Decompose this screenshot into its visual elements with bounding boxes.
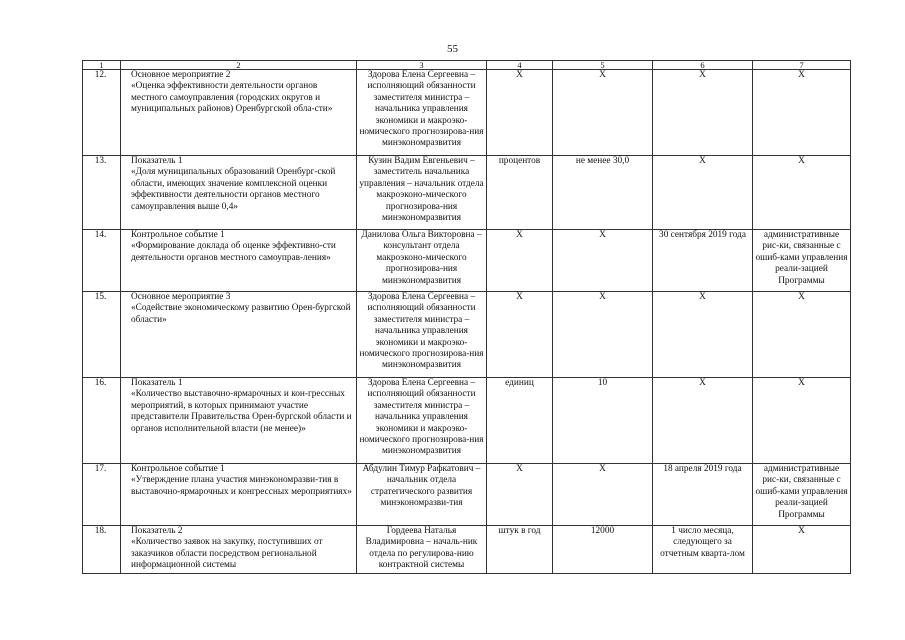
target-value: Х bbox=[553, 70, 653, 156]
risks: Х bbox=[753, 526, 851, 574]
deadline: 1 число месяца, следующего за отчетным кварта-лом bbox=[653, 526, 753, 574]
target-value: Х bbox=[553, 464, 653, 526]
risks: Х bbox=[753, 292, 851, 378]
row-number: 17. bbox=[83, 464, 121, 526]
table-row bbox=[83, 70, 851, 156]
activity-name: Основное мероприятие 3 «Содействие экономическому развитию Орен-бургской области» bbox=[121, 292, 357, 378]
row-number: 13. bbox=[83, 156, 121, 230]
risks: Х bbox=[753, 70, 851, 156]
activity-name: Основное мероприятие 2 «Оценка эффективности деятельности органов местного самоуправления (городских округов и муниципальных районов) Оренбургской обла-сти» bbox=[121, 70, 357, 156]
header-cell: 3 bbox=[357, 61, 487, 70]
row-number: 12. bbox=[83, 70, 121, 156]
unit-of-measure: процентов bbox=[487, 156, 553, 230]
risks: административные рис-ки, связанные с ошиб-ками управления реали-зацией Программы bbox=[753, 464, 851, 526]
page-number: 55 bbox=[447, 43, 458, 55]
activity-name: Показатель 2 «Количество заявок на закупку, поступивших от заказчиков области посредством региональной информационной системы bbox=[121, 526, 357, 574]
row-number: 18. bbox=[83, 526, 121, 574]
row-number: 16. bbox=[83, 378, 121, 464]
header-cell: 6 bbox=[653, 61, 753, 70]
activity-name: Контрольное событие 1 «Утверждение плана участия минэкономразви-тия в выставочно-ярмарочных и конгрессных мероприятиях» bbox=[121, 464, 357, 526]
table-row bbox=[83, 378, 851, 464]
risks: Х bbox=[753, 156, 851, 230]
deadline: 30 сентября 2019 года bbox=[653, 230, 753, 292]
unit-of-measure: Х bbox=[487, 70, 553, 156]
responsible-person: Кузин Вадим Евгеньевич – заместитель начальника управления – начальник отдела макроэконо-мического прогнозирова-ния минэкономразвития bbox=[357, 156, 487, 230]
header-cell: 1 bbox=[83, 61, 121, 70]
deadline: Х bbox=[653, 156, 753, 230]
header-cell: 4 bbox=[487, 61, 553, 70]
table-row bbox=[83, 292, 851, 378]
responsible-person: Данилова Ольга Викторовна – консультант отдела макроэконо-мического прогнозирова-ния минэкономразвития bbox=[357, 230, 487, 292]
deadline: 18 апреля 2019 года bbox=[653, 464, 753, 526]
target-value: Х bbox=[553, 230, 653, 292]
responsible-person: Гордеева Наталья Владимировна – началь-ник отдела по регулирова-нию контрактной системы bbox=[357, 526, 487, 574]
row-number: 15. bbox=[83, 292, 121, 378]
header-row bbox=[83, 61, 851, 70]
deadline: Х bbox=[653, 378, 753, 464]
activity-name: Показатель 1 «Количество выставочно-ярмарочных и кон-грессных мероприятий, в которых принимают участие представители Правительства Орен-бургской области и органов исполнительной власти (не менее)» bbox=[121, 378, 357, 464]
activity-name: Показатель 1 «Доля муниципальных образований Оренбург-ской области, имеющих значение комплексной оценки эффективности деятельности органов местного самоуправления выше 0,4» bbox=[121, 156, 357, 230]
header-cell: 7 bbox=[753, 61, 851, 70]
row-number: 14. bbox=[83, 230, 121, 292]
target-value: 10 bbox=[553, 378, 653, 464]
unit-of-measure: штук в год bbox=[487, 526, 553, 574]
table-row bbox=[83, 526, 851, 574]
target-value: не менее 30,0 bbox=[553, 156, 653, 230]
activity-name: Контрольное событие 1 «Формирование доклада об оценке эффективно-сти деятельности органов местного самоуправ-ления» bbox=[121, 230, 357, 292]
table-row bbox=[83, 156, 851, 230]
deadline: Х bbox=[653, 292, 753, 378]
responsible-person: Здорова Елена Сергеевна – исполняющий обязанности заместителя министра – начальника управления экономики и макроэко-номического прогнозирова-ния минэкономразвития bbox=[357, 378, 487, 464]
header-cell: 2 bbox=[121, 61, 357, 70]
unit-of-measure: Х bbox=[487, 230, 553, 292]
responsible-person: Абдулин Тимур Рафкатович – начальник отдела стратегического развития минэкономразви-тия bbox=[357, 464, 487, 526]
deadline: Х bbox=[653, 70, 753, 156]
unit-of-measure: Х bbox=[487, 464, 553, 526]
unit-of-measure: Х bbox=[487, 292, 553, 378]
responsible-person: Здорова Елена Сергеевна – исполняющий обязанности заместителя министра – начальника управления экономики и макроэко-номического прогнозирова-ния минэкономразвития bbox=[357, 70, 487, 156]
risks: административные рис-ки, связанные с ошиб-ками управления реали-зацией Программы bbox=[753, 230, 851, 292]
table-row bbox=[83, 230, 851, 292]
program-table bbox=[82, 60, 851, 574]
risks: Х bbox=[753, 378, 851, 464]
header-cell: 5 bbox=[553, 61, 653, 70]
table-row bbox=[83, 464, 851, 526]
unit-of-measure: единиц bbox=[487, 378, 553, 464]
target-value: 12000 bbox=[553, 526, 653, 574]
responsible-person: Здорова Елена Сергеевна – исполняющий обязанности заместителя министра – начальника управления экономики и макроэко-номического прогнозирова-ния минэкономразвития bbox=[357, 292, 487, 378]
target-value: Х bbox=[553, 292, 653, 378]
